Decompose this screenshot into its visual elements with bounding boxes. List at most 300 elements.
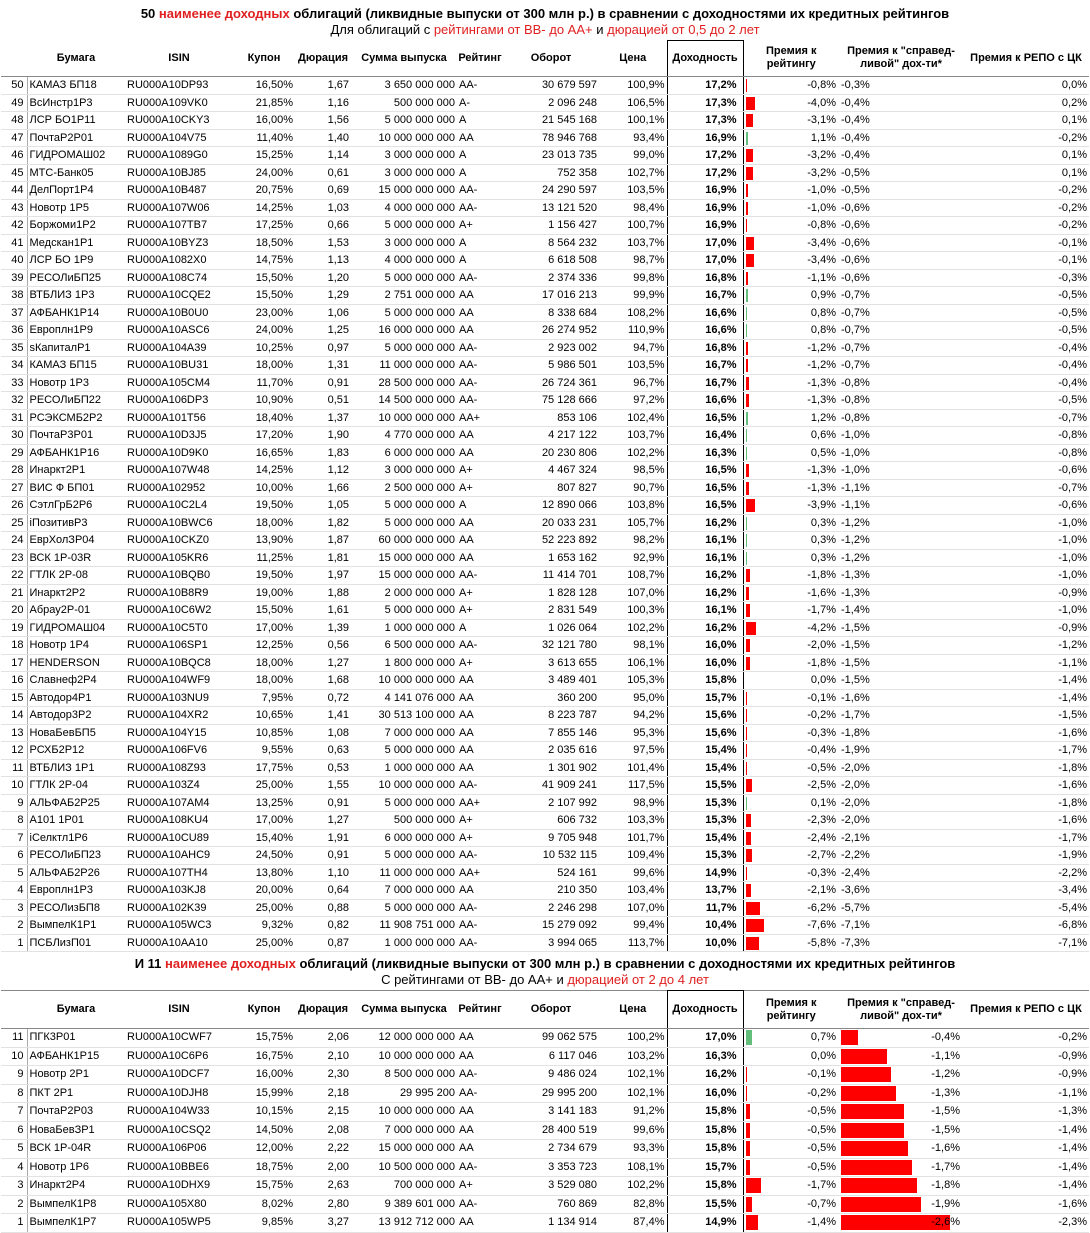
negative-bar bbox=[746, 202, 748, 215]
cell-turnover: 9 486 024 bbox=[503, 1066, 599, 1085]
cell-yield: 16,9% bbox=[667, 129, 743, 147]
positive-bar bbox=[746, 534, 747, 547]
cell-value: -0,4% bbox=[807, 742, 836, 758]
cell-value: 0,8% bbox=[811, 305, 836, 321]
cell-rank: 36 bbox=[1, 322, 27, 340]
cell-turnover: 20 230 806 bbox=[503, 444, 599, 462]
cell-yield: 16,6% bbox=[667, 392, 743, 410]
cell-isin: RU000A10BQB0 bbox=[125, 567, 233, 585]
cell-repo-premium: -0,2% bbox=[963, 199, 1089, 217]
positive-bar bbox=[746, 289, 748, 302]
cell-price: 103,3% bbox=[599, 812, 667, 830]
table-row bbox=[1, 602, 1089, 620]
col-fair-premium-header: Премия к "справед-ливой" дох-ти* bbox=[839, 41, 963, 77]
cell-bond-name: ВТБЛИЗ 1Р3 bbox=[27, 287, 125, 305]
cell-coupon: 8,02% bbox=[233, 1195, 295, 1214]
cell-duration: 2,15 bbox=[295, 1103, 351, 1122]
cell-yield: 16,5% bbox=[667, 497, 743, 515]
cell-bond-name: АФБАНК1Р15 bbox=[27, 1047, 125, 1066]
cell-fair-premium bbox=[839, 1029, 963, 1048]
cell-value: -1,1% bbox=[931, 1048, 960, 1065]
negative-bar bbox=[746, 272, 749, 285]
table-row bbox=[1, 322, 1089, 340]
negative-bar bbox=[746, 1104, 751, 1119]
cell-isin: RU000A104V75 bbox=[125, 129, 233, 147]
cell-issue-size: 4 141 076 000 bbox=[351, 689, 457, 707]
cell-rating-premium bbox=[743, 252, 839, 270]
cell-rank: 5 bbox=[1, 1140, 27, 1159]
cell-duration: 1,31 bbox=[295, 357, 351, 375]
cell-rank: 34 bbox=[1, 357, 27, 375]
cell-rank: 19 bbox=[1, 619, 27, 637]
cell-isin: RU000A106P06 bbox=[125, 1140, 233, 1159]
cell-isin: RU000A10BJ85 bbox=[125, 164, 233, 182]
cell-rating-premium bbox=[743, 514, 839, 532]
negative-bar bbox=[746, 1086, 748, 1101]
cell-rank: 18 bbox=[1, 637, 27, 655]
table-row bbox=[1, 532, 1089, 550]
cell-bond-name: Славнеф2Р4 bbox=[27, 672, 125, 690]
cell-turnover: 41 909 241 bbox=[503, 777, 599, 795]
cell-yield: 17,0% bbox=[667, 252, 743, 270]
cell-duration: 2,00 bbox=[295, 1158, 351, 1177]
cell-coupon: 17,75% bbox=[233, 759, 295, 777]
negative-bar bbox=[841, 1123, 904, 1138]
positive-bar bbox=[746, 324, 748, 337]
table-row bbox=[1, 759, 1089, 777]
cell-repo-premium: 0,1% bbox=[963, 112, 1089, 130]
negative-bar bbox=[841, 1067, 891, 1082]
cell-repo-premium: -0,4% bbox=[963, 357, 1089, 375]
cell-fair-premium: -0,6% bbox=[839, 217, 963, 235]
cell-duration: 1,25 bbox=[295, 322, 351, 340]
cell-value: -0,1% bbox=[807, 690, 836, 706]
table-row bbox=[1, 672, 1089, 690]
cell-bond-name: СэтлГрБ2Р6 bbox=[27, 497, 125, 515]
cell-price: 109,4% bbox=[599, 847, 667, 865]
cell-fair-premium: -0,6% bbox=[839, 234, 963, 252]
cell-rating-premium bbox=[743, 934, 839, 952]
cell-isin: RU000A102952 bbox=[125, 479, 233, 497]
cell-rank: 43 bbox=[1, 199, 27, 217]
cell-repo-premium: -1,7% bbox=[963, 829, 1089, 847]
cell-value: -3,4% bbox=[807, 252, 836, 268]
cell-rating-premium bbox=[743, 444, 839, 462]
cell-repo-premium: -0,1% bbox=[963, 234, 1089, 252]
cell-price: 103,5% bbox=[599, 357, 667, 375]
cell-yield: 16,7% bbox=[667, 374, 743, 392]
cell-rank: 4 bbox=[1, 882, 27, 900]
positive-bar bbox=[746, 307, 748, 320]
cell-issue-size: 500 000 000 bbox=[351, 94, 457, 112]
cell-coupon: 10,15% bbox=[233, 1103, 295, 1122]
cell-rating-premium bbox=[743, 1047, 839, 1066]
cell-isin: RU000A104Y15 bbox=[125, 724, 233, 742]
cell-rating: А bbox=[457, 147, 503, 165]
cell-rating-premium bbox=[743, 217, 839, 235]
cell-price: 96,7% bbox=[599, 374, 667, 392]
cell-issue-size: 29 995 200 bbox=[351, 1084, 457, 1103]
negative-bar bbox=[746, 254, 754, 267]
cell-rank: 42 bbox=[1, 217, 27, 235]
cell-fair-premium: -2,4% bbox=[839, 864, 963, 882]
cell-duration: 2,80 bbox=[295, 1195, 351, 1214]
cell-fair-premium: -5,7% bbox=[839, 899, 963, 917]
cell-rating-premium bbox=[743, 112, 839, 130]
cell-yield: 17,0% bbox=[667, 1029, 743, 1048]
cell-value: -2,5% bbox=[807, 777, 836, 793]
cell-coupon: 17,00% bbox=[233, 812, 295, 830]
cell-turnover: 210 350 bbox=[503, 882, 599, 900]
cell-bond-name: ВымпелК1Р7 bbox=[27, 1214, 125, 1233]
cell-isin: RU000A103Z4 bbox=[125, 777, 233, 795]
cell-yield: 15,8% bbox=[667, 672, 743, 690]
cell-isin: RU000A10ASC6 bbox=[125, 322, 233, 340]
negative-bar bbox=[746, 657, 750, 670]
cell-bond-name: РЕСОЛиБП22 bbox=[27, 392, 125, 410]
cell-bond-name: Новотр 2Р1 bbox=[27, 1066, 125, 1085]
cell-bond-name: Новотр 1Р6 bbox=[27, 1158, 125, 1177]
bonds-table-long-duration bbox=[1, 990, 1089, 1233]
cell-fair-premium: -0,4% bbox=[839, 129, 963, 147]
cell-coupon: 15,50% bbox=[233, 269, 295, 287]
cell-duration: 1,61 bbox=[295, 602, 351, 620]
cell-value: -0,1% bbox=[807, 1066, 836, 1083]
cell-price: 100,1% bbox=[599, 112, 667, 130]
cell-issue-size: 7 000 000 000 bbox=[351, 724, 457, 742]
cell-bond-name: ПГК3Р01 bbox=[27, 1029, 125, 1048]
cell-value: -0,4% bbox=[931, 1029, 960, 1046]
cell-value: 0,1% bbox=[811, 795, 836, 811]
cell-rating-premium bbox=[743, 672, 839, 690]
negative-bar bbox=[746, 832, 752, 845]
cell-yield: 15,7% bbox=[667, 689, 743, 707]
col-rating-header: Рейтинг bbox=[457, 991, 503, 1029]
cell-price: 100,7% bbox=[599, 217, 667, 235]
cell-value: -2,1% bbox=[807, 882, 836, 898]
cell-bond-name: КАМАЗ БП15 bbox=[27, 357, 125, 375]
cell-rank: 24 bbox=[1, 532, 27, 550]
cell-isin: RU000A10BU31 bbox=[125, 357, 233, 375]
cell-isin: RU000A10BQC8 bbox=[125, 654, 233, 672]
cell-rating-premium bbox=[743, 339, 839, 357]
cell-value: -0,2% bbox=[807, 707, 836, 723]
cell-isin: RU000A10C2L4 bbox=[125, 497, 233, 515]
table-row bbox=[1, 182, 1089, 200]
cell-issue-size: 10 000 000 000 bbox=[351, 409, 457, 427]
cell-repo-premium: 0,1% bbox=[963, 147, 1089, 165]
cell-rating: АА bbox=[457, 882, 503, 900]
cell-fair-premium: -0,7% bbox=[839, 287, 963, 305]
cell-duration: 0,69 bbox=[295, 182, 351, 200]
positive-bar bbox=[746, 552, 747, 565]
cell-duration: 1,06 bbox=[295, 304, 351, 322]
table-row bbox=[1, 567, 1089, 585]
cell-duration: 0,87 bbox=[295, 934, 351, 952]
cell-turnover: 752 358 bbox=[503, 164, 599, 182]
cell-price: 94,7% bbox=[599, 339, 667, 357]
cell-yield: 15,3% bbox=[667, 812, 743, 830]
cell-turnover: 1 134 914 bbox=[503, 1214, 599, 1233]
cell-price: 103,5% bbox=[599, 182, 667, 200]
cell-duration: 1,66 bbox=[295, 479, 351, 497]
cell-rank: 44 bbox=[1, 182, 27, 200]
cell-rank: 26 bbox=[1, 497, 27, 515]
cell-repo-premium: -6,8% bbox=[963, 917, 1089, 935]
cell-issue-size: 8 500 000 000 bbox=[351, 1066, 457, 1085]
cell-rating-premium bbox=[743, 1103, 839, 1122]
cell-issue-size: 5 000 000 000 bbox=[351, 339, 457, 357]
cell-repo-premium: -1,6% bbox=[963, 1195, 1089, 1214]
cell-fair-premium: -2,0% bbox=[839, 759, 963, 777]
cell-duration: 0,61 bbox=[295, 164, 351, 182]
table-row bbox=[1, 392, 1089, 410]
cell-price: 107,0% bbox=[599, 584, 667, 602]
cell-fair-premium: -1,2% bbox=[839, 549, 963, 567]
cell-rank: 13 bbox=[1, 724, 27, 742]
cell-fair-premium: -1,7% bbox=[839, 707, 963, 725]
table-row bbox=[1, 847, 1089, 865]
cell-yield: 17,2% bbox=[667, 147, 743, 165]
cell-value: -4,2% bbox=[807, 620, 836, 636]
cell-repo-premium: -1,4% bbox=[963, 1140, 1089, 1159]
cell-rating-premium bbox=[743, 759, 839, 777]
cell-duration: 0,91 bbox=[295, 794, 351, 812]
cell-rating-premium bbox=[743, 182, 839, 200]
cell-turnover: 3 141 183 bbox=[503, 1103, 599, 1122]
cell-rank: 45 bbox=[1, 164, 27, 182]
table-row bbox=[1, 1047, 1089, 1066]
cell-issue-size: 5 000 000 000 bbox=[351, 742, 457, 760]
cell-value: 0,3% bbox=[811, 532, 836, 548]
cell-rank: 2 bbox=[1, 917, 27, 935]
cell-repo-premium: -0,5% bbox=[963, 392, 1089, 410]
cell-value: -2,4% bbox=[807, 830, 836, 846]
cell-duration: 0,53 bbox=[295, 759, 351, 777]
cell-bond-name: iСелктл1Р6 bbox=[27, 829, 125, 847]
cell-issue-size: 5 000 000 000 bbox=[351, 899, 457, 917]
cell-bond-name: Инаркт2Р4 bbox=[27, 1177, 125, 1196]
cell-rating: АА+ bbox=[457, 409, 503, 427]
cell-issue-size: 60 000 000 000 bbox=[351, 532, 457, 550]
cell-fair-premium bbox=[839, 1121, 963, 1140]
cell-isin: RU000A10B487 bbox=[125, 182, 233, 200]
cell-turnover: 20 033 231 bbox=[503, 514, 599, 532]
cell-yield: 16,6% bbox=[667, 322, 743, 340]
cell-issue-size: 1 000 000 000 bbox=[351, 934, 457, 952]
negative-bar bbox=[746, 744, 747, 757]
cell-rank: 22 bbox=[1, 567, 27, 585]
cell-isin: RU000A10CWF7 bbox=[125, 1029, 233, 1048]
cell-issue-size: 5 000 000 000 bbox=[351, 794, 457, 812]
negative-bar bbox=[841, 1086, 896, 1101]
cell-yield: 16,2% bbox=[667, 567, 743, 585]
col-fair-premium-header: Премия к "справед-ливой" дох-ти* bbox=[839, 991, 963, 1029]
col-price-header: Цена bbox=[599, 991, 667, 1029]
cell-duration: 1,67 bbox=[295, 77, 351, 95]
cell-rank: 1 bbox=[1, 1214, 27, 1233]
cell-rank: 7 bbox=[1, 1103, 27, 1122]
cell-turnover: 606 732 bbox=[503, 812, 599, 830]
cell-duration: 1,37 bbox=[295, 409, 351, 427]
cell-value: -1,6% bbox=[807, 585, 836, 601]
cell-rating: АА bbox=[457, 514, 503, 532]
cell-coupon: 16,65% bbox=[233, 444, 295, 462]
cell-yield: 15,8% bbox=[667, 1121, 743, 1140]
cell-bond-name: АЛЬФАБ2Р26 bbox=[27, 864, 125, 882]
cell-fair-premium: -0,8% bbox=[839, 409, 963, 427]
cell-bond-name: МТС-Банк05 bbox=[27, 164, 125, 182]
cell-fair-premium: -2,0% bbox=[839, 812, 963, 830]
cell-yield: 16,5% bbox=[667, 462, 743, 480]
cell-yield: 15,8% bbox=[667, 1103, 743, 1122]
cell-bond-name: ГИДРОМАШ04 bbox=[27, 619, 125, 637]
cell-issue-size: 10 000 000 000 bbox=[351, 672, 457, 690]
cell-rank: 5 bbox=[1, 864, 27, 882]
cell-price: 98,9% bbox=[599, 794, 667, 812]
cell-issue-size: 1 800 000 000 bbox=[351, 654, 457, 672]
cell-rating: А bbox=[457, 497, 503, 515]
negative-bar bbox=[746, 237, 754, 250]
cell-rating: АА bbox=[457, 427, 503, 445]
cell-value: -0,5% bbox=[807, 1159, 836, 1176]
col-rating-header: Рейтинг bbox=[457, 41, 503, 77]
cell-duration: 1,03 bbox=[295, 199, 351, 217]
cell-price: 101,7% bbox=[599, 829, 667, 847]
positive-bar bbox=[746, 429, 747, 442]
cell-yield: 16,0% bbox=[667, 654, 743, 672]
cell-rating-premium bbox=[743, 584, 839, 602]
cell-rank: 49 bbox=[1, 94, 27, 112]
table-row bbox=[1, 1140, 1089, 1159]
cell-fair-premium: -2,2% bbox=[839, 847, 963, 865]
cell-rank: 1 bbox=[1, 934, 27, 952]
cell-yield: 16,7% bbox=[667, 357, 743, 375]
cell-issue-size: 4 770 000 000 bbox=[351, 427, 457, 445]
cell-price: 90,7% bbox=[599, 479, 667, 497]
cell-yield: 10,0% bbox=[667, 934, 743, 952]
cell-rank: 8 bbox=[1, 812, 27, 830]
cell-price: 103,2% bbox=[599, 1047, 667, 1066]
negative-bar bbox=[841, 1049, 887, 1064]
cell-rank: 4 bbox=[1, 1158, 27, 1177]
cell-repo-premium: -0,5% bbox=[963, 322, 1089, 340]
cell-value: -1,4% bbox=[807, 1214, 836, 1231]
cell-rating-premium bbox=[743, 129, 839, 147]
table-row bbox=[1, 269, 1089, 287]
cell-value: 0,7% bbox=[811, 1029, 836, 1046]
section2-title: И 11 наименее доходных облигаций (ликвидные выпуски от 300 млн р.) в сравнении с доходностями их кредитных рейтингов bbox=[0, 956, 1090, 972]
cell-bond-name: sКапиталР1 bbox=[27, 339, 125, 357]
cell-turnover: 12 890 066 bbox=[503, 497, 599, 515]
cell-rating: АА- bbox=[457, 1084, 503, 1103]
cell-rank: 30 bbox=[1, 427, 27, 445]
positive-bar bbox=[746, 132, 749, 145]
cell-duration: 1,20 bbox=[295, 269, 351, 287]
cell-repo-premium: -1,0% bbox=[963, 567, 1089, 585]
cell-issue-size: 6 000 000 000 bbox=[351, 829, 457, 847]
cell-turnover: 524 161 bbox=[503, 864, 599, 882]
cell-price: 93,4% bbox=[599, 129, 667, 147]
cell-coupon: 18,00% bbox=[233, 672, 295, 690]
cell-turnover: 1 828 128 bbox=[503, 584, 599, 602]
cell-rating: А+ bbox=[457, 584, 503, 602]
col-duration-header: Дюрация bbox=[295, 991, 351, 1029]
cell-rating-premium bbox=[743, 602, 839, 620]
negative-bar bbox=[841, 1197, 921, 1212]
cell-turnover: 7 855 146 bbox=[503, 724, 599, 742]
cell-rating: АА- bbox=[457, 1195, 503, 1214]
cell-price: 98,4% bbox=[599, 199, 667, 217]
cell-duration: 1,87 bbox=[295, 532, 351, 550]
cell-repo-premium: -0,4% bbox=[963, 374, 1089, 392]
negative-bar bbox=[746, 779, 752, 792]
cell-bond-name: Новотр 1Р3 bbox=[27, 374, 125, 392]
cell-coupon: 14,25% bbox=[233, 199, 295, 217]
cell-turnover: 2 246 298 bbox=[503, 899, 599, 917]
cell-value: -1,2% bbox=[931, 1066, 960, 1083]
cell-coupon: 12,25% bbox=[233, 637, 295, 655]
cell-duration: 1,91 bbox=[295, 829, 351, 847]
table-row bbox=[1, 234, 1089, 252]
cell-issue-size: 15 000 000 000 bbox=[351, 549, 457, 567]
cell-value: -1,3% bbox=[807, 462, 836, 478]
cell-isin: RU000A105WP5 bbox=[125, 1214, 233, 1233]
cell-rank: 27 bbox=[1, 479, 27, 497]
cell-rank: 37 bbox=[1, 304, 27, 322]
cell-isin: RU000A107W48 bbox=[125, 462, 233, 480]
table-row bbox=[1, 1195, 1089, 1214]
cell-turnover: 32 121 780 bbox=[503, 637, 599, 655]
negative-bar bbox=[746, 937, 760, 950]
cell-issue-size: 12 000 000 000 bbox=[351, 1029, 457, 1048]
cell-rank: 2 bbox=[1, 1195, 27, 1214]
negative-bar bbox=[746, 902, 761, 915]
cell-repo-premium: 0,2% bbox=[963, 94, 1089, 112]
cell-rank: 17 bbox=[1, 654, 27, 672]
negative-bar bbox=[746, 149, 754, 162]
cell-value: -4,0% bbox=[807, 95, 836, 111]
cell-rating: АА- bbox=[457, 339, 503, 357]
cell-isin: RU000A105X80 bbox=[125, 1195, 233, 1214]
cell-value: 0,5% bbox=[811, 445, 836, 461]
cell-rank: 31 bbox=[1, 409, 27, 427]
table-row bbox=[1, 864, 1089, 882]
cell-price: 95,0% bbox=[599, 689, 667, 707]
cell-repo-premium: -1,4% bbox=[963, 672, 1089, 690]
cell-issue-size: 4 000 000 000 bbox=[351, 252, 457, 270]
cell-rank: 3 bbox=[1, 1177, 27, 1196]
cell-isin: RU000A101T56 bbox=[125, 409, 233, 427]
cell-rating-premium bbox=[743, 479, 839, 497]
cell-rating: А bbox=[457, 234, 503, 252]
cell-rating: АА- bbox=[457, 1066, 503, 1085]
cell-isin: RU000A104XR2 bbox=[125, 707, 233, 725]
table-row bbox=[1, 829, 1089, 847]
cell-duration: 0,51 bbox=[295, 392, 351, 410]
cell-issue-size: 3 000 000 000 bbox=[351, 147, 457, 165]
cell-rating-premium bbox=[743, 654, 839, 672]
cell-coupon: 19,50% bbox=[233, 567, 295, 585]
cell-repo-premium: -1,4% bbox=[963, 689, 1089, 707]
cell-coupon: 15,75% bbox=[233, 1177, 295, 1196]
cell-rating: А+ bbox=[457, 829, 503, 847]
cell-rating: АА bbox=[457, 1121, 503, 1140]
cell-isin: RU000A108C74 bbox=[125, 269, 233, 287]
cell-coupon: 13,80% bbox=[233, 864, 295, 882]
cell-turnover: 75 128 666 bbox=[503, 392, 599, 410]
cell-rating-premium bbox=[743, 1140, 839, 1159]
